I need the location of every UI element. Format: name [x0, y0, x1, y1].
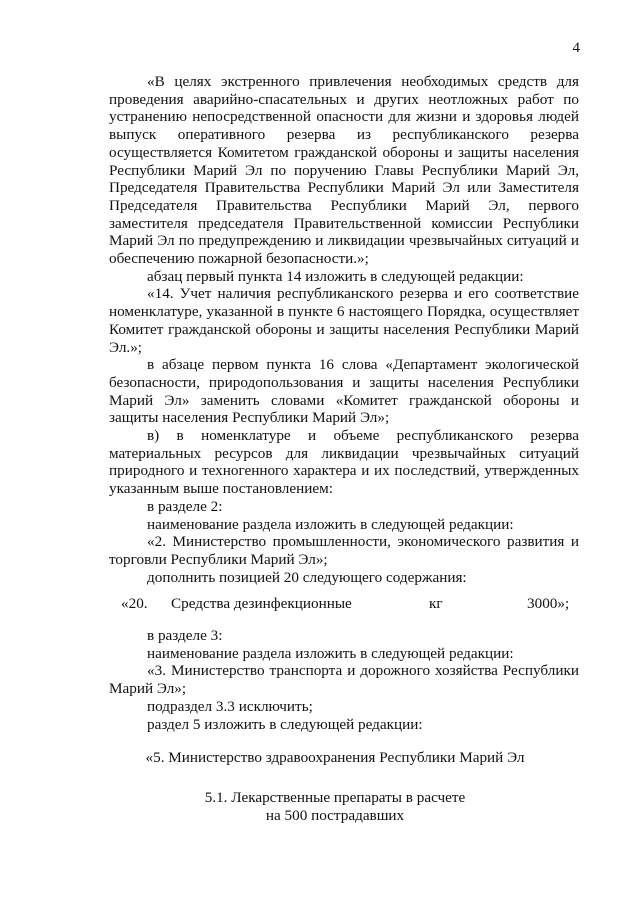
position-unit: кг	[429, 595, 443, 612]
paragraph-item16: в абзаце первом пункта 16 слова «Департамент экологической безопасности, природопользования и защиты населения Республики Марий Эл» заменить словами «Комитет гражданской обороны и защиты населения Республики Марий Эл»;	[109, 356, 579, 427]
section3-block	[109, 627, 579, 733]
paragraph-add-position20: дополнить позицией 20 следующего содержания:	[147, 568, 467, 586]
paragraph-section2-title: «2. Министерство промышленности, экономического развития и торговли Республики Марий Эл»;	[109, 533, 579, 568]
position-name: Средства дезинфекционные	[171, 595, 352, 612]
paragraph-item14-text: «14. Учет наличия республиканского резерва и его соответствие номенклатуре, указанной в пункте 6 настоящего Порядка, осуществляет Комитет гражданской обороны и защиты населения Республики Марий Эл.»;	[109, 285, 579, 356]
position-amount: 3000»;	[527, 595, 570, 612]
paragraph-section3-title: «3. Министерство транспорта и дорожного хозяйства Республики Марий Эл»;	[109, 662, 579, 698]
paragraph-nomenclature: в) в номенклатуре и объеме республиканского резерва материальных ресурсов для ликвидации чрезвычайных ситуаций природного и техногенного характера и их последствий, утвержденных указанным выше постановлением:	[109, 427, 579, 498]
paragraph-section2: в разделе 2:	[147, 497, 223, 515]
position-number: «20.	[121, 595, 148, 612]
subsection-5-1-line1: 5.1. Лекарственные препараты в расчете	[204, 789, 466, 806]
document-body	[109, 73, 579, 586]
subsection-5-1-line2: на 500 пострадавших	[265, 806, 405, 824]
page-number: 4	[572, 40, 580, 56]
paragraph-subsection-3-3: подраздел 3.3 исключить;	[147, 697, 313, 715]
paragraph-reserve-release: «В целях экстренного привлечения необходимых средств для проведения аварийно-спасательных и других неотложных работ по устранению непосредственной опасности для жизни и здоровья людей выпуск оперативного резерва из республиканского резерва осуществляется Комитетом гражданской обороны и защиты населения Республики Марий Эл по поручению Главы Республики Марий Эл, Председателя Правительства Республики Марий Эл или Заместителя Председателя Правительства Республики Марий Эл, первого заместителя председателя Правительственной комиссии Республики Марий Эл по предупреждению и ликвидации чрезвычайных ситуаций и обеспечению пожарной безопасности.»;	[109, 73, 579, 268]
paragraph-section2-title-intro: наименование раздела изложить в следующей редакции:	[147, 515, 514, 533]
subsection-5-1-heading	[0, 789, 640, 824]
paragraph-item14-intro: абзац первый пункта 14 изложить в следующей редакции:	[147, 267, 524, 285]
paragraph-section3: в разделе 3:	[147, 627, 223, 644]
section5-heading: «5. Министерство здравоохранения Республики Марий Эл	[145, 749, 525, 766]
paragraph-section3-title-intro: наименование раздела изложить в следующей редакции:	[147, 644, 514, 662]
paragraph-section5-intro: раздел 5 изложить в следующей редакции:	[147, 715, 423, 733]
